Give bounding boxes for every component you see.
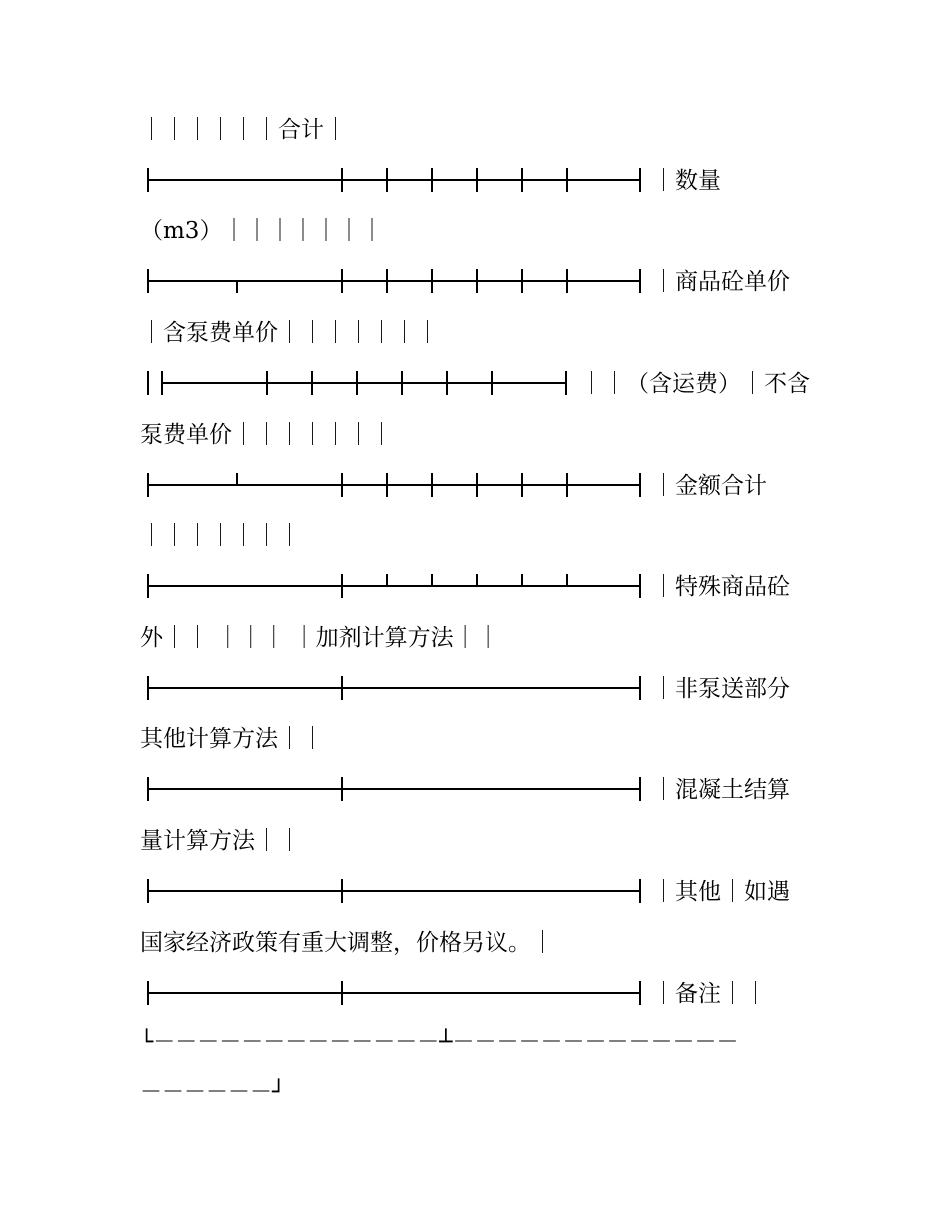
line-text: ｜｜｜｜｜｜｜ (140, 523, 301, 549)
text-line-remarks (652, 979, 767, 1009)
text-line-quantity (652, 166, 721, 196)
table-bottom-border-end (140, 1078, 285, 1108)
line-text: ｜特殊商品砼 (652, 574, 790, 600)
table-rule-row (147, 981, 647, 1007)
text-line-separators (140, 521, 301, 551)
line-text: －－－－－－┘ (140, 1080, 286, 1105)
line-text: 量计算方法｜｜ (140, 828, 301, 854)
line-text: ｜其他｜如遇 (652, 879, 790, 905)
table-bottom-border (140, 1028, 739, 1058)
text-line-total-header (140, 115, 347, 145)
line-text: ｜｜（含运费）｜不含 (580, 371, 810, 397)
text-line-other (652, 877, 790, 907)
text-line-pump-price (140, 318, 439, 348)
line-text: 外｜｜ ｜｜｜ ｜加剂计算方法｜｜ (140, 625, 500, 651)
table-rule-row (147, 371, 577, 397)
text-line-settlement (652, 775, 790, 805)
line-text: ｜混凝土结算 (652, 777, 790, 803)
text-line-freight (580, 369, 810, 399)
text-line-unit-price (652, 267, 790, 297)
text-line-amount-total (652, 471, 767, 501)
line-text: 其他计算方法｜｜ (140, 726, 324, 752)
line-text: 泵费单价｜｜｜｜｜｜｜ (140, 422, 393, 448)
text-line-quantity-method (140, 826, 301, 856)
line-text: （m3）｜｜｜｜｜｜｜ (140, 218, 384, 244)
line-text: └－－－－－－－－－－－－－┴－－－－－－－－－－－－－ (140, 1030, 739, 1055)
table-rule-row (147, 777, 647, 803)
line-text: ｜非泵送部分 (652, 676, 790, 702)
text-line-special-concrete (652, 572, 790, 602)
table-rule-row (147, 574, 647, 600)
text-line-other-method (140, 724, 324, 754)
table-rule-row (147, 676, 647, 702)
line-text: ｜备注｜｜ (652, 981, 767, 1007)
text-line-unit (140, 216, 383, 246)
line-text: 国家经济政策有重大调整，价格另议。｜ (140, 930, 554, 956)
text-line-policy (140, 928, 554, 958)
text-line-non-pump (652, 674, 790, 704)
table-rule-row (147, 168, 647, 194)
table-rule-row (147, 879, 647, 905)
text-line-admixture (140, 623, 500, 653)
table-rule-row (147, 473, 647, 499)
line-text: ｜｜｜｜｜｜合计｜ (140, 117, 347, 143)
line-text: ｜数量 (652, 168, 721, 194)
line-text: ｜含泵费单价｜｜｜｜｜｜｜ (140, 320, 439, 346)
text-line-no-pump (140, 420, 393, 450)
line-text: ｜商品砼单价 (652, 269, 790, 295)
line-text: ｜金额合计 (652, 473, 767, 499)
table-rule-row (147, 269, 647, 295)
